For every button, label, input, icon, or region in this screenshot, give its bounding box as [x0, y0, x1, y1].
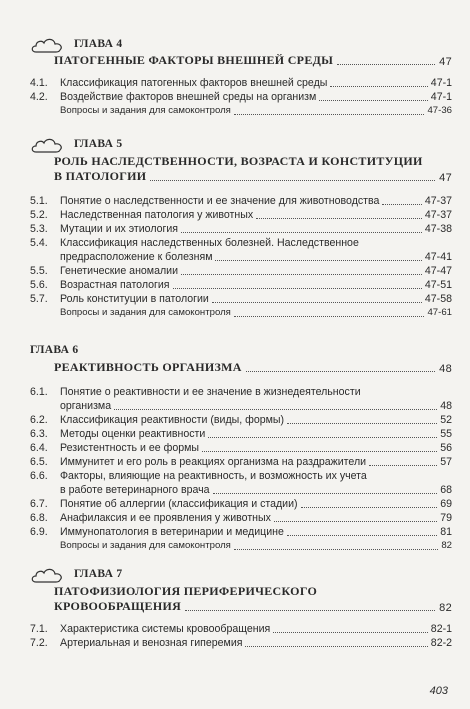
leader-dots — [150, 180, 435, 181]
entry-text: Классификация патогенных факторов внешней среды — [60, 77, 328, 89]
chapter-page: 47 — [439, 56, 452, 68]
entry-number: 5.3. — [30, 223, 48, 235]
leader-dots — [330, 86, 427, 87]
toc-entry — [30, 455, 452, 469]
toc-entry — [30, 264, 452, 278]
entry-text: Понятие о реактивности и ее значение в жизнедеятельности — [60, 386, 361, 398]
leader-dots — [369, 465, 437, 466]
toc-entry — [30, 76, 452, 90]
chapter-title-text: В ПАТОЛОГИИ — [54, 169, 147, 183]
entry-page: 57 — [440, 456, 452, 468]
toc-entry — [30, 441, 452, 455]
leader-dots — [234, 114, 425, 115]
leader-dots — [173, 288, 422, 289]
chapter-heading — [30, 566, 452, 582]
toc-entry — [30, 385, 452, 399]
leader-dots — [202, 451, 437, 452]
cloud-icon — [30, 566, 64, 584]
leader-dots — [337, 64, 435, 65]
leader-dots — [287, 535, 437, 536]
chapter-4 — [30, 36, 452, 118]
entry-text: Мутации и их этиология — [60, 223, 179, 235]
entry-page: 48 — [440, 400, 452, 412]
toc-entry — [30, 236, 452, 250]
entry-text: Методы оценки реактивности — [60, 428, 206, 440]
toc-entry — [30, 427, 452, 441]
entry-text: Артериальная и венозная гиперемия — [60, 637, 243, 649]
entry-number: 6.2. — [30, 414, 48, 426]
entry-number: 4.2. — [30, 91, 48, 103]
entry-page: 82-2 — [430, 637, 452, 649]
toc-entry — [30, 208, 452, 222]
entry-page: 47-37 — [424, 209, 452, 221]
entry-text: Классификация реактивности (виды, формы) — [60, 414, 285, 426]
leader-dots — [245, 646, 427, 647]
entry-number: 6.3. — [30, 428, 48, 440]
leader-dots — [301, 507, 438, 508]
toc-entry — [30, 636, 452, 650]
leader-dots — [273, 632, 428, 633]
entry-text: Резистентность и ее формы — [60, 442, 199, 454]
chapter-title — [54, 53, 452, 68]
toc-entry — [30, 399, 452, 413]
entry-text: Наследственная патология у животных — [60, 209, 254, 221]
leader-dots — [287, 423, 437, 424]
entry-page: 47-47 — [424, 265, 452, 277]
leader-dots — [181, 274, 422, 275]
entry-page: 47-1 — [430, 77, 452, 89]
entry-text: Воздействие факторов внешней среды на организм — [60, 91, 317, 103]
chapter-page: 48 — [439, 363, 452, 375]
entry-page: 82 — [441, 540, 452, 551]
entry-number: 6.4. — [30, 442, 48, 454]
leader-dots — [319, 100, 428, 101]
entry-number: 5.5. — [30, 265, 48, 277]
leader-dots — [181, 232, 422, 233]
entry-page: 47-37 — [424, 195, 452, 207]
chapter-title-text: КРОВООБРАЩЕНИЯ — [54, 599, 182, 613]
entry-number: 6.8. — [30, 512, 48, 524]
entry-number: 7.2. — [30, 637, 48, 649]
entry-number: 4.1. — [30, 77, 48, 89]
entry-page: 81 — [440, 526, 452, 538]
entry-text: Возрастная патология — [60, 279, 170, 291]
entry-number: 5.7. — [30, 293, 48, 305]
entry-text: Роль конституции в патологии — [60, 293, 209, 305]
chapter-title — [54, 584, 452, 599]
entry-number: 5.4. — [30, 237, 48, 249]
entry-text: Понятие об аллергии (классификация и стадии) — [60, 498, 298, 510]
toc-entry — [30, 525, 452, 539]
entry-text: Иммунитет и его роль в реакциях организма на раздражители — [60, 456, 367, 468]
entry-text: Вопросы и задания для самоконтроля — [60, 307, 231, 318]
leader-dots — [213, 493, 438, 494]
chapter-title-text: РОЛЬ НАСЛЕДСТВЕННОСТИ, ВОЗРАСТА И КОНСТИТУЦИИ — [54, 154, 423, 168]
entry-number: 5.2. — [30, 209, 48, 221]
leader-dots — [185, 610, 435, 611]
page-number: 403 — [429, 685, 448, 697]
cloud-icon — [30, 36, 64, 54]
entry-text: предрасположение к болезням — [60, 251, 213, 263]
entry-page: 79 — [440, 512, 452, 524]
chapter-label: ГЛАВА 5 — [74, 138, 123, 150]
toc-entry — [30, 104, 452, 118]
entry-number: 6.6. — [30, 470, 48, 482]
leader-dots — [215, 260, 421, 261]
entry-page: 47-61 — [427, 307, 452, 318]
toc-entry — [30, 497, 452, 511]
entry-text: Анафилаксия и ее проявления у животных — [60, 512, 271, 524]
chapter-title-text: ПАТОГЕННЫЕ ФАКТОРЫ ВНЕШНЕЙ СРЕДЫ — [54, 53, 334, 67]
chapter-label: ГЛАВА 6 — [30, 344, 79, 356]
entry-page: 47-1 — [430, 91, 452, 103]
leader-dots — [274, 521, 437, 522]
chapter-page: 82 — [439, 602, 452, 614]
entry-text: Факторы, влияющие на реактивность, и возможность их учета — [60, 470, 367, 482]
entry-page: 47-38 — [424, 223, 452, 235]
toc-entry — [30, 222, 452, 236]
leader-dots — [256, 218, 422, 219]
entry-text: Вопросы и задания для самоконтроля — [60, 105, 231, 116]
entry-page: 52 — [440, 414, 452, 426]
toc-entry — [30, 483, 452, 497]
entry-page: 47-36 — [427, 105, 452, 116]
entry-page: 47-58 — [424, 293, 452, 305]
chapter-page: 47 — [439, 172, 452, 184]
entry-page: 82-1 — [430, 623, 452, 635]
leader-dots — [114, 409, 437, 410]
chapter-heading — [30, 342, 452, 358]
leader-dots — [234, 549, 438, 550]
entry-number: 6.9. — [30, 526, 48, 538]
leader-dots — [382, 204, 421, 205]
leader-dots — [212, 302, 422, 303]
entry-page: 56 — [440, 442, 452, 454]
toc-entry — [30, 250, 452, 264]
toc-entry — [30, 622, 452, 636]
chapter-title — [54, 360, 452, 375]
entry-number: 6.5. — [30, 456, 48, 468]
cloud-icon — [30, 136, 64, 154]
entry-page: 69 — [440, 498, 452, 510]
toc-entry — [30, 90, 452, 104]
entry-page: 68 — [440, 484, 452, 496]
entry-text: Классификация наследственных болезней. Наследственное — [60, 237, 359, 249]
chapter-title-text: РЕАКТИВНОСТЬ ОРГАНИЗМА — [54, 360, 242, 374]
entry-text: в работе ветеринарного врача — [60, 484, 210, 496]
entry-page: 47-41 — [424, 251, 452, 263]
chapter-heading — [30, 36, 452, 52]
chapter-label: ГЛАВА 4 — [74, 38, 123, 50]
leader-dots — [246, 371, 435, 372]
chapter-title — [54, 154, 452, 169]
toc-entry — [30, 292, 452, 306]
entry-text: организма — [60, 400, 112, 412]
chapter-7 — [30, 566, 452, 650]
toc-entry — [30, 306, 452, 320]
chapter-title-text: ПАТОФИЗИОЛОГИЯ ПЕРИФЕРИЧЕСКОГО — [54, 584, 318, 598]
toc-entry — [30, 469, 452, 483]
chapter-label: ГЛАВА 7 — [74, 568, 123, 580]
entry-number: 6.7. — [30, 498, 48, 510]
chapter-title-continued — [54, 169, 452, 184]
entry-text: Понятие о наследственности и ее значение для животноводства — [60, 195, 380, 207]
entry-number: 6.1. — [30, 386, 48, 398]
entry-number: 5.1. — [30, 195, 48, 207]
toc-entry — [30, 413, 452, 427]
leader-dots — [208, 437, 437, 438]
entry-text: Характеристика системы кровообращения — [60, 623, 271, 635]
chapter-5 — [30, 136, 452, 320]
toc-entry — [30, 511, 452, 525]
entry-page: 55 — [440, 428, 452, 440]
chapter-6 — [30, 342, 452, 553]
entry-page: 47-51 — [424, 279, 452, 291]
leader-dots — [234, 316, 425, 317]
entry-number: 5.6. — [30, 279, 48, 291]
toc-entry — [30, 194, 452, 208]
toc-entry — [30, 539, 452, 553]
entry-text: Иммунопатология в ветеринарии и медицине — [60, 526, 284, 538]
toc-entry — [30, 278, 452, 292]
entry-number: 7.1. — [30, 623, 48, 635]
entry-text: Вопросы и задания для самоконтроля — [60, 540, 231, 551]
chapter-title-continued — [54, 599, 452, 614]
chapter-heading — [30, 136, 452, 152]
entry-text: Генетические аномалии — [60, 265, 178, 277]
